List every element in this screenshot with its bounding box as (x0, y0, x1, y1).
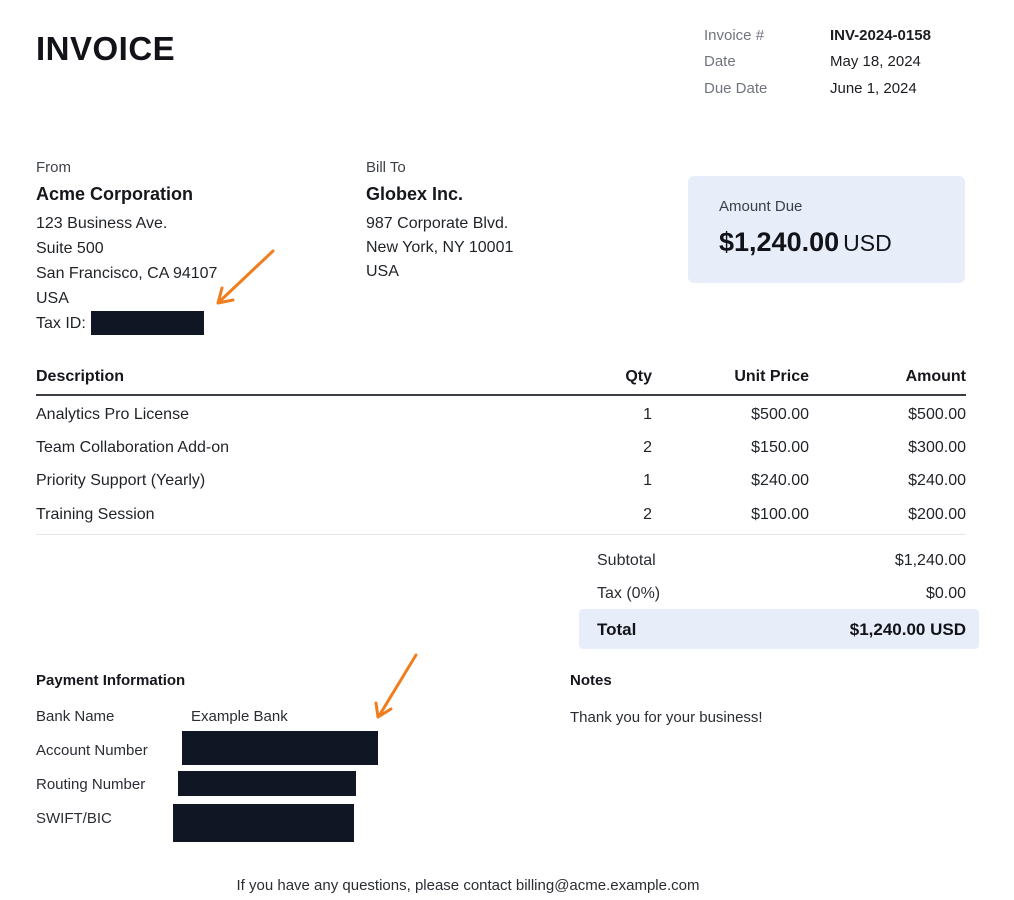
row-unit-price: $240.00 (751, 472, 809, 489)
notes-heading: Notes (570, 672, 612, 689)
from-company-name: Acme Corporation (36, 184, 194, 204)
row-qty: 2 (643, 506, 652, 523)
footer-contact: If you have any questions, please contact billing@acme.example.com (236, 877, 700, 894)
invoice-number-label: Invoice # (704, 27, 765, 44)
from-address-line: USA (36, 290, 69, 307)
column-header-qty: Qty (625, 368, 652, 385)
bank-name-label: Bank Name (36, 708, 115, 725)
tax-id-label: Tax ID: (36, 315, 86, 332)
invoice-number-value: INV-2024-0158 (830, 27, 931, 44)
row-qty: 1 (643, 472, 652, 489)
total-value: $1,240.00 USD (849, 620, 966, 639)
amount-due-number: $1,240.00 (719, 227, 840, 257)
bill-to-address-line: 987 Corporate Blvd. (366, 215, 509, 232)
bill-to-label: Bill To (366, 159, 406, 176)
swift-label: SWIFT/BIC (36, 810, 112, 827)
bank-name-value: Example Bank (191, 708, 288, 725)
tax-value: $0.00 (925, 585, 966, 602)
row-description: Analytics Pro License (36, 406, 189, 423)
row-amount: $300.00 (908, 439, 966, 456)
row-unit-price: $500.00 (751, 406, 809, 423)
column-header-description: Description (36, 368, 125, 385)
from-address-line: Suite 500 (36, 240, 104, 257)
row-amount: $200.00 (908, 506, 966, 523)
routing-number-label: Routing Number (36, 776, 146, 793)
date-value: May 18, 2024 (830, 53, 921, 70)
row-amount: $500.00 (908, 406, 966, 423)
arrow-icon (376, 655, 416, 717)
row-qty: 2 (643, 439, 652, 456)
subtotal-value: $1,240.00 (894, 552, 966, 569)
date-label: Date (704, 53, 736, 70)
row-description: Priority Support (Yearly) (36, 472, 206, 489)
row-amount: $240.00 (908, 472, 966, 489)
invoice-title: INVOICE (36, 30, 176, 67)
due-date-value: June 1, 2024 (830, 80, 917, 97)
column-header-unit-price: Unit Price (734, 368, 809, 385)
row-description: Training Session (36, 506, 155, 523)
subtotal-label: Subtotal (597, 552, 656, 569)
tax-label: Tax (0%) (597, 585, 661, 602)
bill-to-address-line: New York, NY 10001 (366, 239, 514, 256)
row-unit-price: $100.00 (751, 506, 809, 523)
row-qty: 1 (643, 406, 652, 423)
bill-to-address-line: USA (366, 263, 399, 280)
row-description: Team Collaboration Add-on (36, 439, 230, 456)
due-date-label: Due Date (704, 80, 768, 97)
arrow-icon (218, 251, 273, 303)
from-address-line: 123 Business Ave. (36, 215, 168, 232)
account-number-label: Account Number (36, 742, 148, 759)
notes-text: Thank you for your business! (570, 709, 763, 726)
amount-due-currency: USD (843, 230, 892, 256)
row-unit-price: $150.00 (751, 439, 809, 456)
payment-info-heading: Payment Information (36, 672, 186, 689)
total-label: Total (597, 620, 637, 639)
bill-to-company-name: Globex Inc. (366, 184, 464, 204)
from-label: From (36, 159, 71, 176)
amount-due-label: Amount Due (719, 198, 803, 215)
column-header-amount: Amount (905, 368, 966, 385)
from-address-line: San Francisco, CA 94107 (36, 265, 218, 282)
